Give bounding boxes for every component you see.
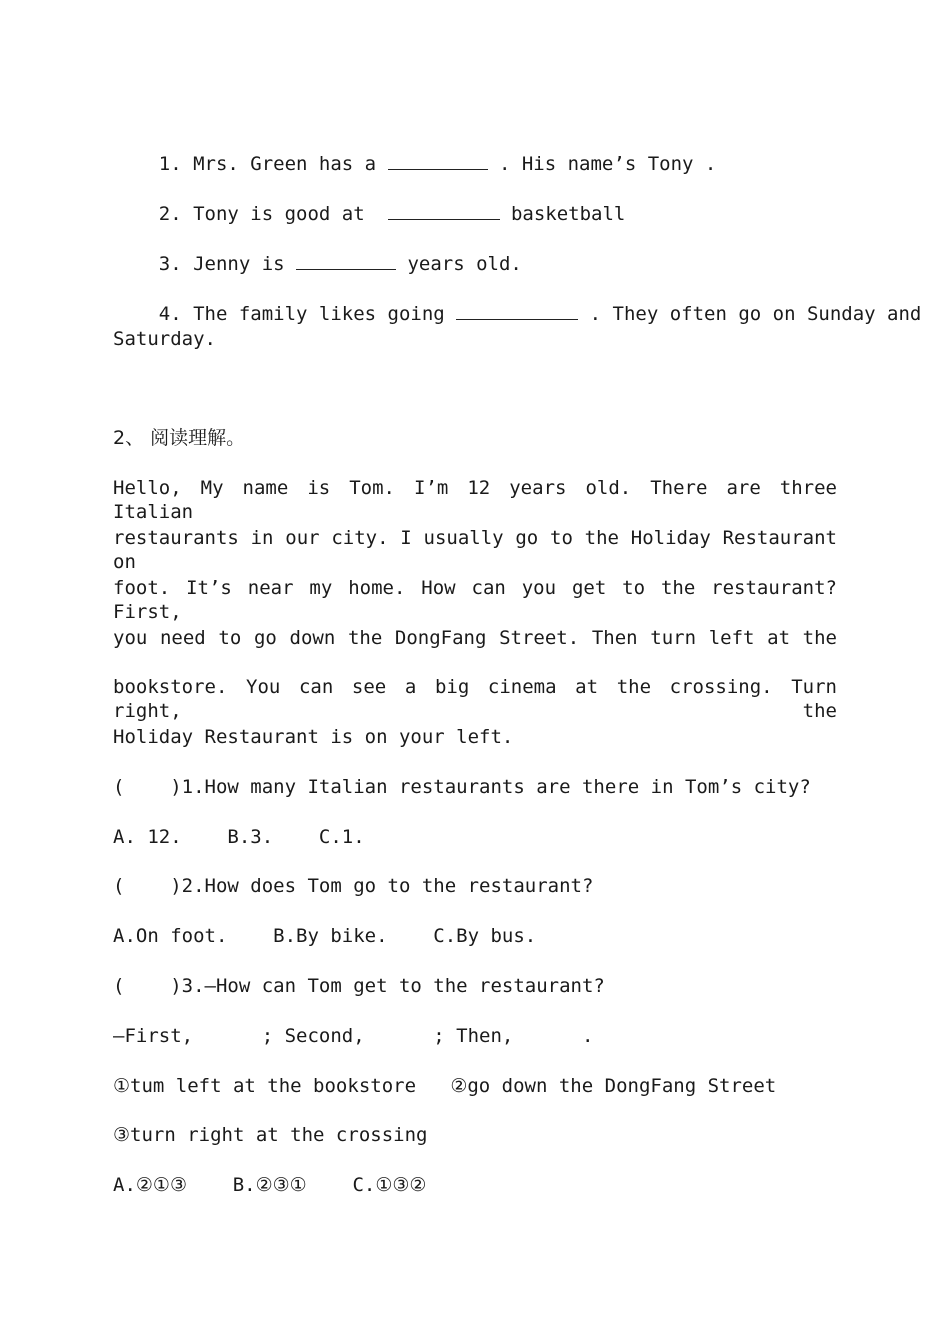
passage-line: you need to go down the DongFang Street. Then turn left at the <box>113 627 837 649</box>
question-1-stem: ( )1.How many Italian restaurants are there in Tom’s city? <box>113 776 811 798</box>
fill-question-4: 4. The family likes going . They often go on Sunday and <box>158 303 922 325</box>
passage-line: foot. It’s near my home. How can you get to the restaurant? First, <box>113 577 837 623</box>
question-3-item-list: ③turn right at the crossing <box>113 1124 428 1146</box>
passage-line: restaurants in our city. I usually go to the Holiday Restaurant on <box>113 527 837 573</box>
question-3-stem: ( )3.—How can Tom get to the restaurant? <box>113 975 605 997</box>
answer-blank[interactable] <box>388 151 488 170</box>
question-2-options: A.On foot. B.By bike. C.By bus. <box>113 925 537 947</box>
question-2-stem: ( )2.How does Tom go to the restaurant? <box>113 875 594 897</box>
fill-question-1: 1. Mrs. Green has a . His name’s Tony . <box>158 153 717 175</box>
passage-line: Hello, My name is Tom. I’m 12 years old. There are three Italian <box>113 477 837 523</box>
passage-line: bookstore. You can see a big cinema at the crossing. Turn right, the <box>113 676 837 722</box>
question-1-options: A. 12. B.3. C.1. <box>113 826 365 848</box>
question-3-item-list: ①tum left at the bookstore ②go down the DongFang Street <box>113 1075 777 1097</box>
fill-question-2: 2. Tony is good at basketball <box>158 203 626 225</box>
passage-line: Holiday Restaurant is on your left. <box>113 726 514 748</box>
answer-blank[interactable] <box>296 251 396 270</box>
fill-question-4-continued: Saturday. <box>113 328 216 350</box>
question-3-options: A.②①③ B.②③① C.①③② <box>113 1174 427 1196</box>
section-heading: 2、 阅读理解。 <box>113 427 246 449</box>
question-3-prompt: —First, ; Second, ; Then, . <box>113 1025 594 1047</box>
answer-blank[interactable] <box>456 301 578 320</box>
answer-blank[interactable] <box>388 201 500 220</box>
fill-question-3: 3. Jenny is years old. <box>158 253 522 275</box>
